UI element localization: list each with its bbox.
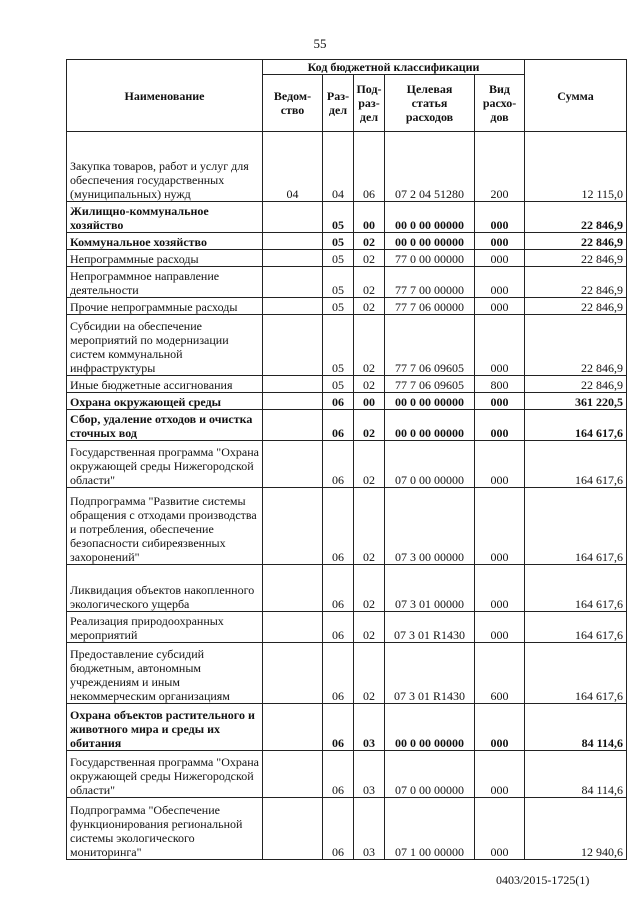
row-name: Подпрограмма "Развитие системы обращения с отходами производства и потребления, обеспечение безопасности сибиреязвенных захоронений"	[67, 488, 263, 565]
row-target-article: 07 3 01 00000	[385, 565, 475, 612]
table-row	[67, 565, 627, 612]
header-sum: Сумма	[525, 60, 627, 132]
row-sum: 164 617,6	[525, 488, 627, 565]
row-sum: 164 617,6	[525, 643, 627, 704]
row-razdel: 06	[323, 565, 354, 612]
row-name: Сбор, удаление отходов и очистка сточных вод	[67, 410, 263, 441]
table-row	[67, 410, 627, 441]
table-row	[67, 202, 627, 233]
row-target-article: 07 3 01 R1430	[385, 643, 475, 704]
row-name: Непрограммное направление деятельности	[67, 267, 263, 298]
row-name: Охрана объектов растительного и животного мира и среды их обитания	[67, 704, 263, 751]
row-expense-type: 000	[475, 393, 525, 410]
row-razdel: 04	[323, 132, 354, 202]
row-podrazdel: 00	[354, 202, 385, 233]
row-sum: 12 115,0	[525, 132, 627, 202]
table-row	[67, 798, 627, 860]
row-razdel: 06	[323, 704, 354, 751]
row-vedomstvo	[263, 798, 323, 860]
row-name: Подпрограмма "Обеспечение функционирования региональной системы экологического мониторинга"	[67, 798, 263, 860]
row-podrazdel: 03	[354, 798, 385, 860]
header-podrazdel: Под- раз- дел	[354, 75, 385, 132]
header-classification-group: Код бюджетной классификации	[263, 60, 525, 75]
row-razdel: 05	[323, 298, 354, 315]
row-vedomstvo	[263, 202, 323, 233]
row-vedomstvo	[263, 751, 323, 798]
row-name: Охрана окружающей среды	[67, 393, 263, 410]
row-target-article: 07 3 00 00000	[385, 488, 475, 565]
row-vedomstvo	[263, 410, 323, 441]
row-sum: 22 846,9	[525, 267, 627, 298]
row-expense-type: 000	[475, 488, 525, 565]
table-row	[67, 376, 627, 393]
row-expense-type: 800	[475, 376, 525, 393]
row-podrazdel: 02	[354, 298, 385, 315]
row-vedomstvo: 04	[263, 132, 323, 202]
table-row	[67, 704, 627, 751]
row-name: Государственная программа "Охрана окружающей среды Нижегородской области"	[67, 751, 263, 798]
row-name: Предоставление субсидий бюджетным, автономным учреждениям и иным некоммерческим организациям	[67, 643, 263, 704]
row-target-article: 07 0 00 00000	[385, 441, 475, 488]
header-expense-type: Вид расхо- дов	[475, 75, 525, 132]
row-expense-type: 000	[475, 315, 525, 376]
row-razdel: 06	[323, 612, 354, 643]
row-razdel: 05	[323, 376, 354, 393]
row-expense-type: 000	[475, 751, 525, 798]
row-expense-type: 000	[475, 202, 525, 233]
row-sum: 164 617,6	[525, 612, 627, 643]
table-row	[67, 393, 627, 410]
row-razdel: 06	[323, 488, 354, 565]
row-vedomstvo	[263, 612, 323, 643]
row-sum: 361 220,5	[525, 393, 627, 410]
row-target-article: 07 2 04 51280	[385, 132, 475, 202]
row-sum: 84 114,6	[525, 751, 627, 798]
row-podrazdel: 02	[354, 410, 385, 441]
row-vedomstvo	[263, 315, 323, 376]
row-podrazdel: 00	[354, 393, 385, 410]
row-expense-type: 200	[475, 132, 525, 202]
row-name: Коммунальное хозяйство	[67, 233, 263, 250]
row-razdel: 06	[323, 751, 354, 798]
row-vedomstvo	[263, 488, 323, 565]
row-podrazdel: 02	[354, 565, 385, 612]
row-expense-type: 000	[475, 565, 525, 612]
row-podrazdel: 02	[354, 250, 385, 267]
row-expense-type: 000	[475, 612, 525, 643]
row-sum: 22 846,9	[525, 315, 627, 376]
row-target-article: 77 7 06 09605	[385, 315, 475, 376]
row-razdel: 06	[323, 643, 354, 704]
row-target-article: 07 0 00 00000	[385, 751, 475, 798]
row-vedomstvo	[263, 643, 323, 704]
row-podrazdel: 02	[354, 441, 385, 488]
row-expense-type: 000	[475, 298, 525, 315]
table-row	[67, 751, 627, 798]
row-expense-type: 000	[475, 704, 525, 751]
row-expense-type: 000	[475, 798, 525, 860]
row-razdel: 06	[323, 441, 354, 488]
row-expense-type: 000	[475, 233, 525, 250]
row-razdel: 05	[323, 233, 354, 250]
row-target-article: 00 0 00 00000	[385, 410, 475, 441]
header-name: Наименование	[67, 60, 263, 132]
row-expense-type: 000	[475, 441, 525, 488]
row-sum: 164 617,6	[525, 565, 627, 612]
row-vedomstvo	[263, 250, 323, 267]
row-vedomstvo	[263, 704, 323, 751]
row-target-article: 77 7 00 00000	[385, 267, 475, 298]
row-sum: 22 846,9	[525, 250, 627, 267]
row-sum: 12 940,6	[525, 798, 627, 860]
table-row	[67, 488, 627, 565]
table-row	[67, 315, 627, 376]
row-target-article: 77 0 00 00000	[385, 250, 475, 267]
row-target-article: 07 3 01 R1430	[385, 612, 475, 643]
row-sum: 22 846,9	[525, 202, 627, 233]
row-podrazdel: 02	[354, 376, 385, 393]
row-target-article: 00 0 00 00000	[385, 393, 475, 410]
table-row	[67, 298, 627, 315]
row-vedomstvo	[263, 298, 323, 315]
table-row	[67, 132, 627, 202]
row-vedomstvo	[263, 393, 323, 410]
row-sum: 22 846,9	[525, 298, 627, 315]
header-razdel: Раз- дел	[323, 75, 354, 132]
row-target-article: 00 0 00 00000	[385, 202, 475, 233]
table-row	[67, 612, 627, 643]
table-row	[67, 643, 627, 704]
row-podrazdel: 02	[354, 612, 385, 643]
row-name: Жилищно-коммунальное хозяйство	[67, 202, 263, 233]
row-podrazdel: 02	[354, 267, 385, 298]
budget-table	[66, 59, 627, 860]
row-target-article: 00 0 00 00000	[385, 233, 475, 250]
table-row	[67, 233, 627, 250]
row-vedomstvo	[263, 376, 323, 393]
row-sum: 22 846,9	[525, 233, 627, 250]
row-vedomstvo	[263, 565, 323, 612]
row-name: Ликвидация объектов накопленного экологического ущерба	[67, 565, 263, 612]
row-vedomstvo	[263, 441, 323, 488]
row-target-article: 07 1 00 00000	[385, 798, 475, 860]
row-razdel: 05	[323, 250, 354, 267]
row-expense-type: 000	[475, 410, 525, 441]
row-podrazdel: 02	[354, 233, 385, 250]
row-razdel: 06	[323, 798, 354, 860]
row-name: Государственная программа "Охрана окружающей среды Нижегородской области"	[67, 441, 263, 488]
page-number: 55	[313, 36, 327, 51]
row-expense-type: 000	[475, 267, 525, 298]
table-row	[67, 250, 627, 267]
row-name: Закупка товаров, работ и услуг для обеспечения государственных (муниципальных) нужд	[67, 132, 263, 202]
row-expense-type: 000	[475, 250, 525, 267]
row-sum: 22 846,9	[525, 376, 627, 393]
row-target-article: 00 0 00 00000	[385, 704, 475, 751]
row-sum: 164 617,6	[525, 441, 627, 488]
row-razdel: 06	[323, 410, 354, 441]
row-name: Субсидии на обеспечение мероприятий по модернизации систем коммунальной инфраструктуры	[67, 315, 263, 376]
row-podrazdel: 02	[354, 315, 385, 376]
row-razdel: 05	[323, 202, 354, 233]
row-podrazdel: 02	[354, 488, 385, 565]
row-expense-type: 600	[475, 643, 525, 704]
row-razdel: 06	[323, 393, 354, 410]
row-podrazdel: 03	[354, 704, 385, 751]
row-razdel: 05	[323, 267, 354, 298]
row-vedomstvo	[263, 267, 323, 298]
table-row	[67, 441, 627, 488]
row-name: Реализация природоохранных мероприятий	[67, 612, 263, 643]
row-vedomstvo	[263, 233, 323, 250]
row-name: Непрограммные расходы	[67, 250, 263, 267]
header-target-article: Целевая статья расходов	[385, 75, 475, 132]
header-vedomstvo: Ведом- ство	[263, 75, 323, 132]
row-podrazdel: 02	[354, 643, 385, 704]
row-name: Прочие непрограммные расходы	[67, 298, 263, 315]
row-razdel: 05	[323, 315, 354, 376]
row-target-article: 77 7 06 00000	[385, 298, 475, 315]
row-sum: 84 114,6	[525, 704, 627, 751]
row-podrazdel: 06	[354, 132, 385, 202]
row-name: Иные бюджетные ассигнования	[67, 376, 263, 393]
row-podrazdel: 03	[354, 751, 385, 798]
document-code: 0403/2015-1725(1)	[496, 873, 590, 887]
row-target-article: 77 7 06 09605	[385, 376, 475, 393]
table-body	[67, 132, 627, 860]
row-sum: 164 617,6	[525, 410, 627, 441]
table-row	[67, 267, 627, 298]
